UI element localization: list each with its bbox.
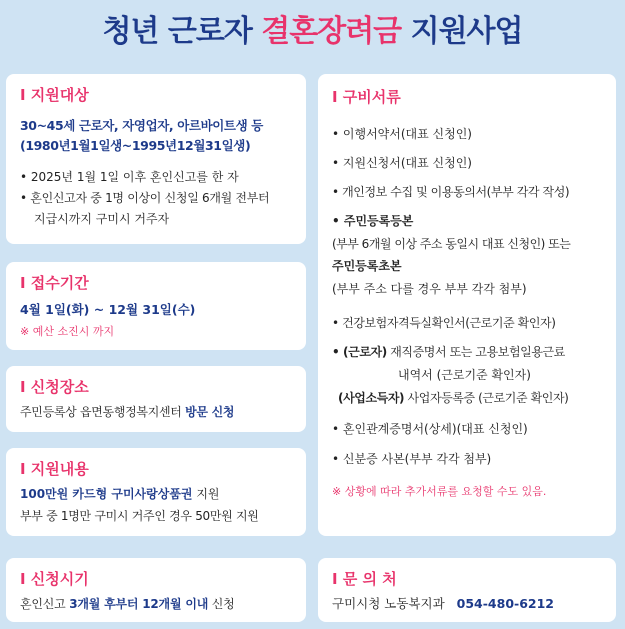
card-contact bbox=[318, 558, 616, 622]
contact-heading: I 문 의 처 bbox=[332, 570, 397, 588]
card-timing bbox=[6, 558, 306, 622]
doc-3: • 개인정보 수집 및 이용동의서(부부 각각 작성) bbox=[332, 185, 570, 199]
target-line2: (1980년1월1일생~1995년12월31일생) bbox=[20, 138, 251, 153]
doc-4b: 주민등록초본 bbox=[332, 259, 402, 273]
contact-dept: 구미시청 노동복지과 bbox=[332, 596, 445, 611]
documents-heading: I 구비서류 bbox=[332, 88, 401, 106]
doc-1: • 이행서약서(대표 신청인) bbox=[332, 127, 472, 141]
content-line2: 부부 중 1명만 구미시 거주인 경우 50만원 지원 bbox=[20, 509, 259, 523]
content-line1-b: 지원 bbox=[192, 487, 220, 501]
timing-a: 혼인신고 bbox=[20, 597, 70, 611]
place-heading: I 신청장소 bbox=[20, 378, 89, 396]
target-bullet2b: 지급시까지 구미시 거주자 bbox=[34, 212, 170, 226]
timing-c: 신청 bbox=[208, 597, 235, 611]
page-title bbox=[0, 6, 625, 50]
doc-6 bbox=[332, 344, 565, 360]
doc-7-label: (사업소득자) bbox=[338, 391, 405, 405]
period-dates: 4월 1일(화) ~ 12월 31일(수) bbox=[20, 302, 196, 317]
title-part2: 지원사업 bbox=[401, 14, 523, 49]
target-bullet1: • 2025년 1월 1일 이후 혼인신고를 한 자 bbox=[20, 170, 239, 184]
doc-7 bbox=[338, 390, 568, 406]
card-period bbox=[6, 262, 306, 350]
card-place bbox=[6, 366, 306, 432]
documents-note: ※ 상황에 따라 추가서류를 요청할 수도 있음. bbox=[332, 485, 547, 498]
contact-text bbox=[332, 596, 554, 612]
doc-6-label: • (근로자) bbox=[332, 345, 387, 359]
place-text bbox=[20, 404, 234, 420]
doc-9: • 신분증 사본(부부 각각 첨부) bbox=[332, 452, 492, 466]
title-part1: 청년 근로자 bbox=[102, 14, 262, 49]
card-content bbox=[6, 448, 306, 536]
period-heading: I 접수기간 bbox=[20, 274, 89, 292]
card-target bbox=[6, 74, 306, 244]
card-documents bbox=[318, 74, 616, 536]
target-heading: I 지원대상 bbox=[20, 86, 89, 104]
doc-2: • 지원신청서(대표 신청인) bbox=[332, 156, 472, 170]
place-text-b: 방문 신청 bbox=[185, 405, 235, 419]
doc-7-text: 사업자등록증 (근로기준 확인자) bbox=[404, 391, 569, 405]
title-accent: 결혼장려금 bbox=[261, 14, 402, 49]
place-text-a: 주민등록상 읍면동행정복지센터 bbox=[20, 405, 186, 419]
contact-phone[interactable]: 054-480-6212 bbox=[456, 596, 555, 611]
doc-4a: (부부 6개월 이상 주소 동일시 대표 신청인) 또는 bbox=[332, 237, 571, 251]
timing-heading: I 신청시기 bbox=[20, 570, 89, 588]
doc-8: • 혼인관계증명서(상세)(대표 신청인) bbox=[332, 422, 528, 436]
period-note: ※ 예산 소진시 까지 bbox=[20, 325, 115, 338]
doc-5: • 건강보험자격득실확인서(근로기준 확인자) bbox=[332, 316, 556, 330]
content-heading: I 지원내용 bbox=[20, 460, 89, 478]
timing-text bbox=[20, 596, 235, 612]
content-line1-a: 100만원 카드형 구미사랑상품권 bbox=[20, 487, 193, 501]
doc-6-text: 재직증명서 또는 고용보험일용근료 bbox=[386, 345, 565, 359]
doc-4c: (부부 주소 다를 경우 부부 각각 첨부) bbox=[332, 282, 527, 296]
target-line1: 30~45세 근로자, 자영업자, 아르바이트생 등 bbox=[20, 118, 263, 133]
target-bullet2a: • 혼인신고자 중 1명 이상이 신청일 6개월 전부터 bbox=[20, 191, 270, 205]
content-line1 bbox=[20, 486, 220, 502]
timing-b: 3개월 후부터 12개월 이내 bbox=[69, 597, 209, 611]
doc-4: • 주민등록등본 bbox=[332, 214, 414, 228]
doc-6b: 내역서 (근로기준 확인자) bbox=[398, 368, 531, 382]
